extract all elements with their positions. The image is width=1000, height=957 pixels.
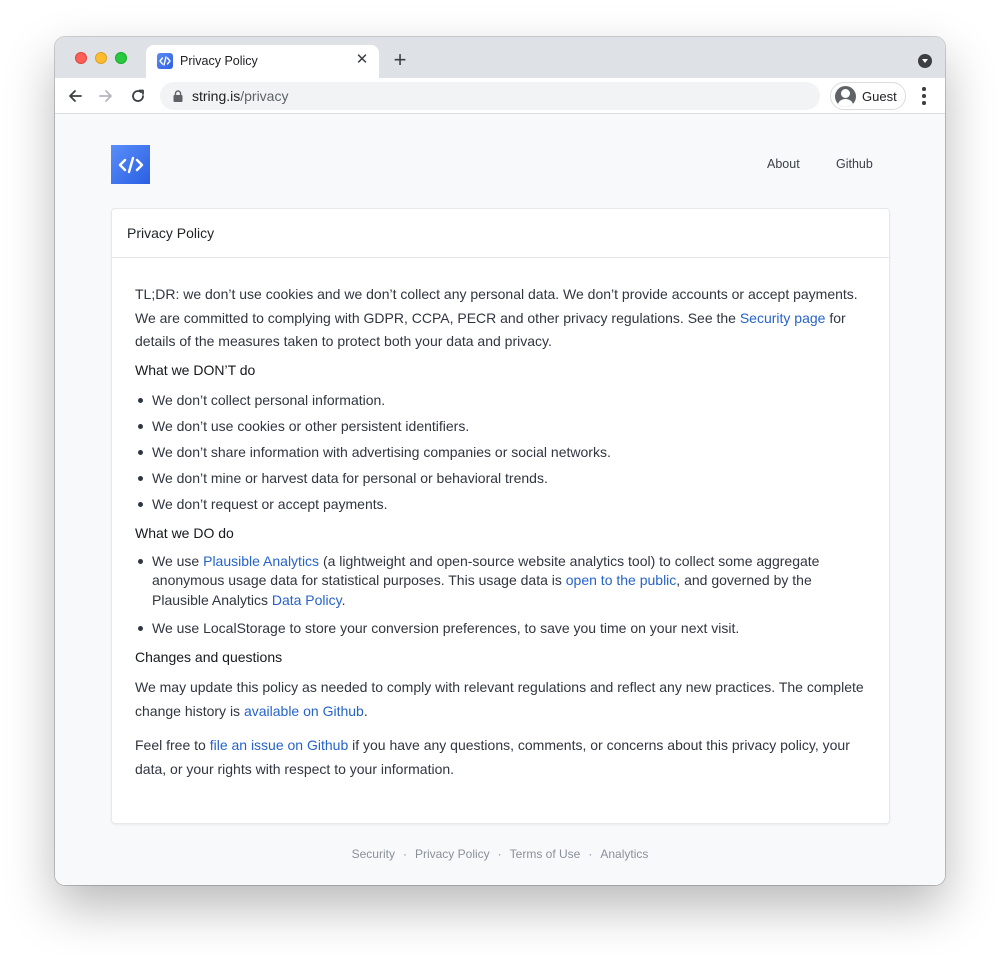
footer [55, 847, 945, 861]
profile-button[interactable] [830, 82, 906, 110]
footer-separator: · [588, 847, 593, 861]
minimize-window-button[interactable] [95, 52, 107, 64]
site-logo[interactable] [111, 145, 150, 184]
page-content [55, 114, 945, 885]
card-title: Privacy Policy [112, 209, 889, 258]
footer-terms-link[interactable]: Terms of Use [509, 847, 581, 861]
footer-security-link[interactable]: Security [351, 847, 395, 861]
data-policy-link[interactable]: Data Policy [271, 591, 342, 608]
changes-heading: Changes and questions [135, 649, 283, 665]
plausible-analytics-link[interactable]: Plausible Analytics [203, 552, 320, 569]
address-bar[interactable] [160, 82, 820, 110]
do-heading: What we DO do [135, 524, 234, 541]
close-tab-icon[interactable]: ✕ [355, 51, 369, 68]
do-list [135, 552, 866, 641]
code-favicon-icon [157, 53, 173, 69]
list-item: We don’t share information with advertising companies or social networks. [135, 441, 866, 464]
privacy-card [111, 208, 890, 824]
profile-label: Guest [862, 89, 897, 104]
list-item: We don’t request or accept payments. [135, 493, 866, 516]
card-body [112, 258, 889, 781]
security-page-link[interactable]: Security page [739, 309, 826, 326]
tab-search-icon[interactable] [918, 54, 932, 68]
avatar-icon [835, 86, 856, 107]
list-item: We don’t collect personal information. [135, 389, 866, 412]
footer-separator: · [402, 847, 407, 861]
lock-icon [173, 90, 183, 102]
more-menu-icon[interactable] [917, 86, 931, 106]
nav-github-link[interactable]: Github [836, 157, 873, 171]
forward-icon[interactable] [94, 84, 118, 108]
back-icon[interactable] [63, 84, 87, 108]
file-issue-link[interactable]: file an issue on Github [209, 737, 349, 753]
changes-paragraph: We may update this policy as needed to comply with relevant regulations and reflect any new practices. The complete change history is available on Github. [135, 679, 864, 719]
close-window-button[interactable] [75, 52, 87, 64]
code-logo-icon [118, 156, 144, 174]
dont-list [135, 389, 866, 516]
change-history-link[interactable]: available on Github [243, 702, 364, 719]
tab-privacy-policy[interactable] [146, 45, 379, 78]
feedback-paragraph: Feel free to file an issue on Github if you have any questions, comments, or concerns about this privacy policy, your data, or your rights with respect to your information. [135, 737, 850, 777]
footer-privacy-link[interactable]: Privacy Policy [414, 847, 490, 861]
tab-title: Privacy Policy [180, 54, 258, 68]
new-tab-button[interactable]: + [393, 47, 407, 72]
nav-about-link[interactable]: About [767, 157, 800, 171]
tldr-paragraph: TL;DR: we don’t use cookies and we don’t collect any personal data. We don’t provide accounts or accept payments. We are committed to complying with GDPR, CCPA, PECR and other privacy regulations. See the Security page for details of the measures taken to protect both your data and privacy. [135, 286, 858, 349]
reload-icon[interactable] [126, 84, 150, 108]
tab-strip [55, 37, 945, 78]
footer-separator: · [497, 847, 502, 861]
browser-window [55, 37, 945, 885]
browser-toolbar [55, 78, 945, 114]
url-text: string.is/privacy [192, 88, 289, 104]
footer-analytics-link[interactable]: Analytics [600, 847, 649, 861]
open-to-public-link[interactable]: open to the public [565, 572, 677, 588]
list-item: We use LocalStorage to store your conversion preferences, to save you time on your next visit. [135, 617, 866, 640]
list-item: We use Plausible Analytics (a lightweight and open-source website analytics tool) to collect some aggregate anonymous usage data for statistical purposes. This usage data is open to the public, and governed by the Plausible Analytics Data Policy. [135, 552, 866, 611]
list-item: We don’t use cookies or other persistent identifiers. [135, 415, 866, 438]
maximize-window-button[interactable] [115, 52, 127, 64]
list-item: We don’t mine or harvest data for personal or behavioral trends. [135, 467, 866, 490]
dont-heading: What we DON’T do [135, 361, 256, 378]
